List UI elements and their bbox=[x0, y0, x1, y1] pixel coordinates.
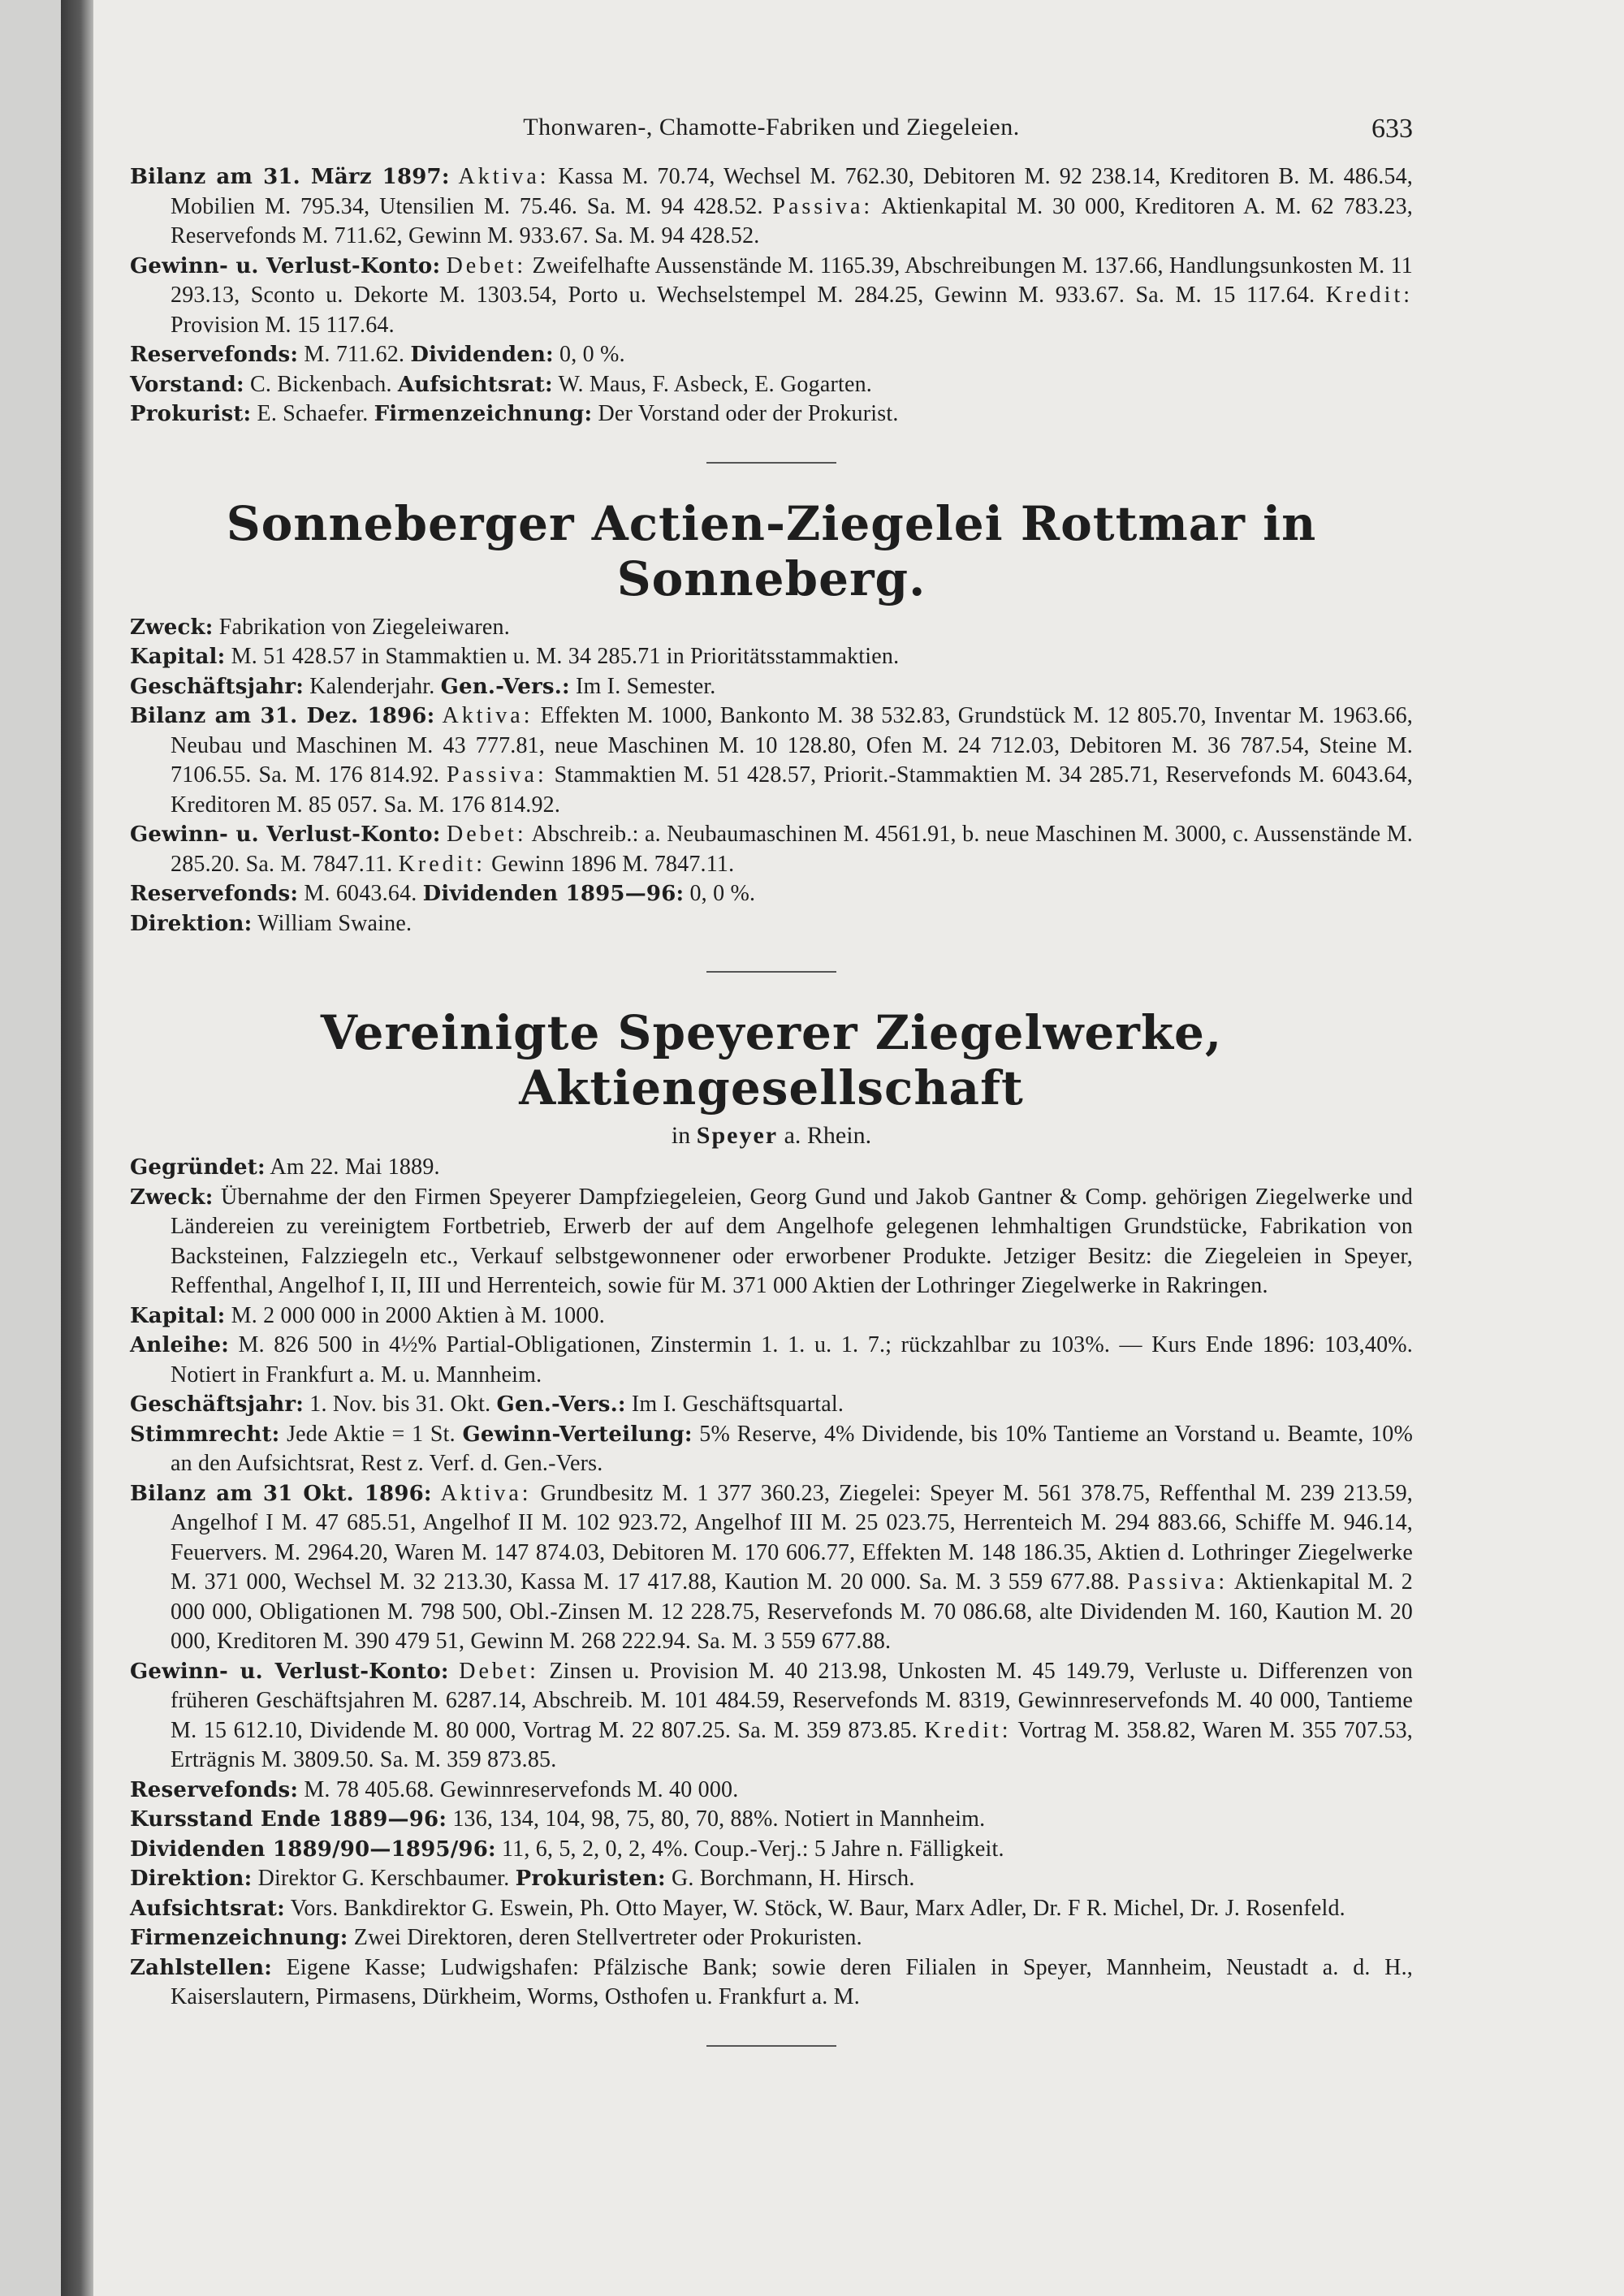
entry-spaced-label: Aktiva: bbox=[442, 703, 533, 728]
entry-text: Eigene Kasse; Ludwigshafen: Pfälzische Bank; sowie deren Filialen in Speyer, Mannheim, Neustadt a. d. H., Kaiserslautern, Pirmasens, Dürkheim, Worms, Osthofen u. Frankfurt a. M. bbox=[171, 1954, 1413, 2009]
entry-label: Firmenzeichnung: bbox=[130, 1926, 348, 1950]
section-speyerer bbox=[130, 1153, 1413, 2013]
company-subtitle bbox=[130, 1122, 1413, 1150]
entry-label: Geschäftsjahr: bbox=[130, 1392, 304, 1417]
entry bbox=[130, 1805, 1413, 1835]
entry-text: G. Borchmann, H. Hirsch. bbox=[665, 1866, 915, 1891]
section-divider bbox=[706, 462, 836, 464]
entry bbox=[130, 1776, 1413, 1806]
entry bbox=[130, 1331, 1413, 1390]
entry-label: Reservefonds: bbox=[130, 882, 299, 906]
entry-spaced-label: Debet: bbox=[446, 252, 527, 278]
entry-text bbox=[449, 1659, 460, 1684]
subtitle-city: Speyer bbox=[696, 1122, 779, 1149]
entry bbox=[130, 1390, 1413, 1420]
section-divider bbox=[706, 971, 836, 973]
entry-text bbox=[434, 703, 442, 728]
entry bbox=[130, 820, 1413, 879]
entry bbox=[130, 1420, 1413, 1479]
entry-label: Zweck: bbox=[130, 615, 214, 640]
entry-text: 11, 6, 5, 2, 0, 2, 4%. Coup.-Verj.: 5 Jahre n. Fälligkeit. bbox=[495, 1836, 1004, 1862]
subtitle-post: a. Rhein. bbox=[778, 1122, 872, 1149]
entry-label: Direktion: bbox=[130, 1867, 253, 1891]
entry-text bbox=[432, 1481, 441, 1506]
entry-sublabel: Gen.-Vers.: bbox=[496, 1392, 626, 1417]
entry-label: Aufsichtsrat: bbox=[130, 1896, 285, 1921]
entry-text: M. 826 500 in 4½% Partial-Obligationen, Zinstermin 1. 1. u. 1. 7.; rückzahlbar zu 103%. — Kurs Ende 1896: 103,40%. Notiert in Frankfurt a. M. u. Mannheim. bbox=[171, 1332, 1413, 1388]
entry-label: Kapital: bbox=[130, 645, 226, 669]
entry bbox=[130, 642, 1413, 672]
entry-text: 1. Nov. bis 31. Okt. bbox=[304, 1392, 497, 1417]
entry-text bbox=[441, 822, 447, 847]
entry-text bbox=[450, 164, 459, 189]
entry-label: Stimmrecht: bbox=[130, 1422, 280, 1447]
entry-label: Zweck: bbox=[130, 1185, 214, 1210]
entry-text: 136, 134, 104, 98, 75, 80, 70, 88%. Notiert in Mannheim. bbox=[447, 1806, 986, 1832]
entry-label: Bilanz am 31 Okt. 1896: bbox=[130, 1481, 432, 1506]
entry-label: Kapital: bbox=[130, 1303, 226, 1328]
entry bbox=[130, 1183, 1413, 1301]
book-spine-shadow bbox=[61, 0, 93, 2296]
entry-text: Direktor G. Kerschbaumer. bbox=[252, 1866, 516, 1891]
entry-label: Anleihe: bbox=[130, 1333, 230, 1357]
entry bbox=[130, 340, 1413, 370]
entry-text: Abschreib.: a. Neubaumaschinen M. 4561.91, b. neue Maschinen M. 3000, c. Aussenstände M. 285.20. Sa. M. 7847.11. bbox=[171, 822, 1414, 877]
entry-text: E. Schaefer. bbox=[251, 401, 374, 426]
entry-text: 0, 0 %. bbox=[684, 881, 756, 906]
entry-sublabel: Gewinn-Verteilung: bbox=[462, 1422, 693, 1447]
entry-spaced-label: Aktiva: bbox=[440, 1480, 532, 1506]
entry-label: Prokurist: bbox=[130, 402, 252, 426]
company-title-sonneberger: Sonneberger Actien-Ziegelei Rottmar in Sonneberg. bbox=[226, 495, 1317, 606]
entry-sublabel: Dividenden 1895—96: bbox=[422, 882, 685, 906]
entry-text: Im I. Semester. bbox=[569, 673, 716, 699]
entry bbox=[130, 1923, 1413, 1953]
entry-text: Effekten M. 1000, Bankonto M. 38 532.83, Grundstück M. 12 805.70, Inventar M. 1963.66, Neubau und Maschinen M. 43 777.81, neue Maschinen M. 10 128.80, Ofen M. 24 712.03, Debitoren M. 36 787.54, Steine M. 7106.55. Sa. M. 176 814.92. bbox=[171, 703, 1413, 788]
entry-spaced-label: Debet: bbox=[446, 822, 527, 847]
entry bbox=[130, 1864, 1413, 1894]
entry bbox=[130, 879, 1413, 909]
entry-label: Vorstand: bbox=[130, 372, 244, 397]
entry-text: Fabrikation von Ziegeleiwaren. bbox=[213, 614, 510, 640]
entry-label: Zahlstellen: bbox=[130, 1955, 272, 1980]
entry bbox=[130, 1657, 1413, 1776]
entry-text: Der Vorstand oder der Prokurist. bbox=[592, 401, 899, 426]
entry-label: Gewinn- u. Verlust-Konto: bbox=[130, 1659, 449, 1684]
entry-label: Reservefonds: bbox=[130, 1777, 299, 1802]
entry-text: Kassa M. 70.74, Wechsel M. 762.30, Debitoren M. 92 238.14, Kreditoren B. M. 486.54, Mobilien M. 795.34, Utensilien M. 75.46. Sa. M. 94 428.52. bbox=[171, 164, 1413, 219]
entry-text: Im I. Geschäftsquartal. bbox=[625, 1392, 844, 1417]
page-number: 633 bbox=[1371, 114, 1413, 144]
entry bbox=[130, 162, 1413, 252]
entry-label: Direktion: bbox=[130, 911, 253, 936]
entry-sublabel: Aufsichtsrat: bbox=[397, 372, 553, 397]
entry-text: M. 2 000 000 in 2000 Aktien à M. 1000. bbox=[225, 1302, 605, 1328]
entry-text: M. 78 405.68. Gewinnreservefonds M. 40 000. bbox=[298, 1776, 739, 1802]
entry bbox=[130, 370, 1413, 400]
entry-text: Vortrag M. 358.82, Waren M. 355 707.53, Erträgnis M. 3809.50. Sa. M. 359 873.85. bbox=[171, 1717, 1413, 1772]
entry-label: Bilanz am 31. März 1897: bbox=[130, 165, 450, 189]
entry-text: Stammaktien M. 51 428.57, Priorit.-Stammaktien M. 34 285.71, Reservefonds M. 6043.64, Kreditoren M. 85 057. Sa. M. 176 814.92. bbox=[171, 762, 1413, 818]
entry bbox=[130, 672, 1413, 702]
entry bbox=[130, 1953, 1413, 2013]
entry-sublabel: Prokuristen: bbox=[515, 1867, 666, 1891]
entry-text: Gewinn 1896 M. 7847.11. bbox=[485, 851, 735, 877]
entry-text: Zwei Direktoren, deren Stellvertreter oder Prokuristen. bbox=[348, 1925, 862, 1950]
entry-spaced-label: Debet: bbox=[459, 1658, 539, 1684]
entry bbox=[130, 1479, 1413, 1657]
entry-text: Grundbesitz M. 1 377 360.23, Ziegelei: Speyer M. 561 378.75, Reffenthal M. 239 213.59, Angelhof I M. 47 685.51, Angelhof II M. 102 923.72, Angelhof III M. 25 023.75, Herrenteich M. 294 883.66, Schiffe M. 946.14, Feuervers. M. 2964.20, Waren M. 147 874.03, Debitoren M. 170 606.77, Effekten M. 148 186.35, Aktien d. Lothringer Ziegelwerke M. 371 000, Wechsel M. 32 213.30, Kassa M. 17 417.88, Kaution M. 20 000. Sa. M. 3 559 677.88. bbox=[171, 1480, 1414, 1595]
entry-text: Zweifelhafte Aussenstände M. 1165.39, Abschreibungen M. 137.66, Handlungsunkosten M. 11 293.13, Sconto u. Dekorte M. 1303.54, Porto u. Wechselstempel M. 284.25, Gewinn M. 933.67. Sa. M. 15 117.64. bbox=[171, 252, 1413, 308]
entry-text: Kalenderjahr. bbox=[304, 673, 441, 699]
entry-text: 0, 0 %. bbox=[553, 342, 625, 367]
entry-text: Aktienkapital M. 2 000 000, Obligationen M. 798 500, Obl.-Zinsen M. 12 228.75, Reservefonds M. 70 086.68, alte Dividenden M. 160, Kaution M. 20 000, Kreditoren M. 390 479 51, Gewinn M. 268 222.94. Sa. M. 3 559 677.88. bbox=[171, 1569, 1413, 1654]
entry-text: C. Bickenbach. bbox=[244, 371, 398, 397]
section-divider bbox=[706, 2045, 836, 2047]
page-content bbox=[130, 114, 1413, 2079]
entry bbox=[130, 399, 1413, 429]
entry bbox=[130, 701, 1413, 820]
entry-text bbox=[440, 253, 446, 278]
entry-text: W. Maus, F. Asbeck, E. Gogarten. bbox=[552, 371, 872, 397]
entry-text: M. 51 428.57 in Stammaktien u. M. 34 285.71 in Prioritätsstammaktien. bbox=[225, 644, 900, 669]
entry-label: Kursstand Ende 1889—96: bbox=[130, 1807, 447, 1832]
entry-label: Gewinn- u. Verlust-Konto: bbox=[130, 822, 441, 847]
entry bbox=[130, 252, 1413, 341]
entry-text: Übernahme der den Firmen Speyerer Dampfziegeleien, Georg Gund und Jakob Gantner & Comp. gehörigen Ziegelwerke und Ländereien zu vereinigtem Fortbetrieb, Erwerb der auf dem Angelhofe gelegenen lehmhaltigen Grundstücke, Fabrikation von Backsteinen, Falzziegeln etc., Verkauf selbstgewonnener oder erworbener Produkte. Jetziger Besitz: die Ziegeleien in Speyer, Reffenthal, Angelhof I, II, III und Herrenteich, sowie für M. 371 000 Aktien der Lothringer Ziegelwerke in Rakringen. bbox=[171, 1184, 1413, 1298]
entry-label: Reservefonds: bbox=[130, 343, 299, 367]
entry-spaced-label: Kredit: bbox=[924, 1717, 1012, 1743]
entry-text: Aktienkapital M. 30 000, Kreditoren A. M. 62 783.23, Reservefonds M. 711.62, Gewinn M. 933.67. Sa. M. 94 428.52. bbox=[171, 193, 1413, 248]
entry bbox=[130, 1301, 1413, 1331]
entry bbox=[130, 1894, 1413, 1924]
entry-spaced-label: Passiva: bbox=[446, 762, 547, 788]
entry-text: 5% Reserve, 4% Dividende, bis 10% Tantieme an Vorstand u. Beamte, 10% an den Aufsichtsrat, Rest z. Verf. d. Gen.-Vers. bbox=[171, 1421, 1414, 1476]
entry-label: Gewinn- u. Verlust-Konto: bbox=[130, 253, 441, 278]
entry-spaced-label: Passiva: bbox=[1127, 1569, 1229, 1595]
entry-sublabel: Dividenden: bbox=[410, 343, 554, 367]
entry bbox=[130, 1835, 1413, 1865]
entry-text: Vors. Bankdirektor G. Eswein, Ph. Otto Mayer, W. Stöck, W. Baur, Marx Adler, Dr. F R. Michel, Dr. J. Rosenfeld. bbox=[284, 1895, 1345, 1921]
entry-spaced-label: Kredit: bbox=[1325, 283, 1413, 308]
entry-label: Bilanz am 31. Dez. 1896: bbox=[130, 704, 435, 728]
entry bbox=[130, 1153, 1413, 1183]
entry-text: M. 6043.64. bbox=[298, 881, 423, 906]
entry-text: William Swaine. bbox=[252, 910, 412, 936]
entry-text: Zinsen u. Provision M. 40 213.98, Unkosten M. 45 149.79, Verluste u. Differenzen von früheren Geschäftsjahren M. 6287.14, Abschreib. M. 101 484.59, Reservefonds M. 8319, Gewinnreservefonds M. 40 000, Tantieme M. 15 612.10, Dividende M. 80 000, Vortrag M. 22 807.25. Sa. M. 359 873.85. bbox=[171, 1658, 1413, 1743]
subtitle-pre: in bbox=[671, 1122, 697, 1149]
entry-spaced-label: Passiva: bbox=[772, 193, 874, 219]
company-title-speyerer: Vereinigte Speyerer Ziegelwerke, Aktiengesellschaft bbox=[320, 1005, 1223, 1116]
running-title: Thonwaren-, Chamotte-Fabriken und Ziegeleien. bbox=[523, 114, 1020, 140]
entry-text: Provision M. 15 117.64. bbox=[171, 312, 395, 338]
entry-text: M. 711.62. bbox=[298, 342, 411, 367]
section-sonneberger bbox=[130, 613, 1413, 939]
entry-label: Dividenden 1889/90—1895/96: bbox=[130, 1836, 496, 1862]
entry-label: Geschäftsjahr: bbox=[130, 674, 304, 699]
entry-sublabel: Firmenzeichnung: bbox=[374, 402, 593, 426]
entry bbox=[130, 909, 1413, 939]
running-head bbox=[130, 114, 1413, 162]
entry-spaced-label: Aktiva: bbox=[458, 164, 550, 189]
entry-text: Jede Aktie = 1 St. bbox=[279, 1421, 463, 1447]
entry-text: Am 22. Mai 1889. bbox=[265, 1154, 440, 1180]
section-previous-company bbox=[130, 162, 1413, 429]
entry-spaced-label: Kredit: bbox=[398, 851, 486, 877]
entry-sublabel: Gen.-Vers.: bbox=[440, 674, 570, 699]
entry bbox=[130, 613, 1413, 643]
entry-label: Gegründet: bbox=[130, 1155, 266, 1180]
